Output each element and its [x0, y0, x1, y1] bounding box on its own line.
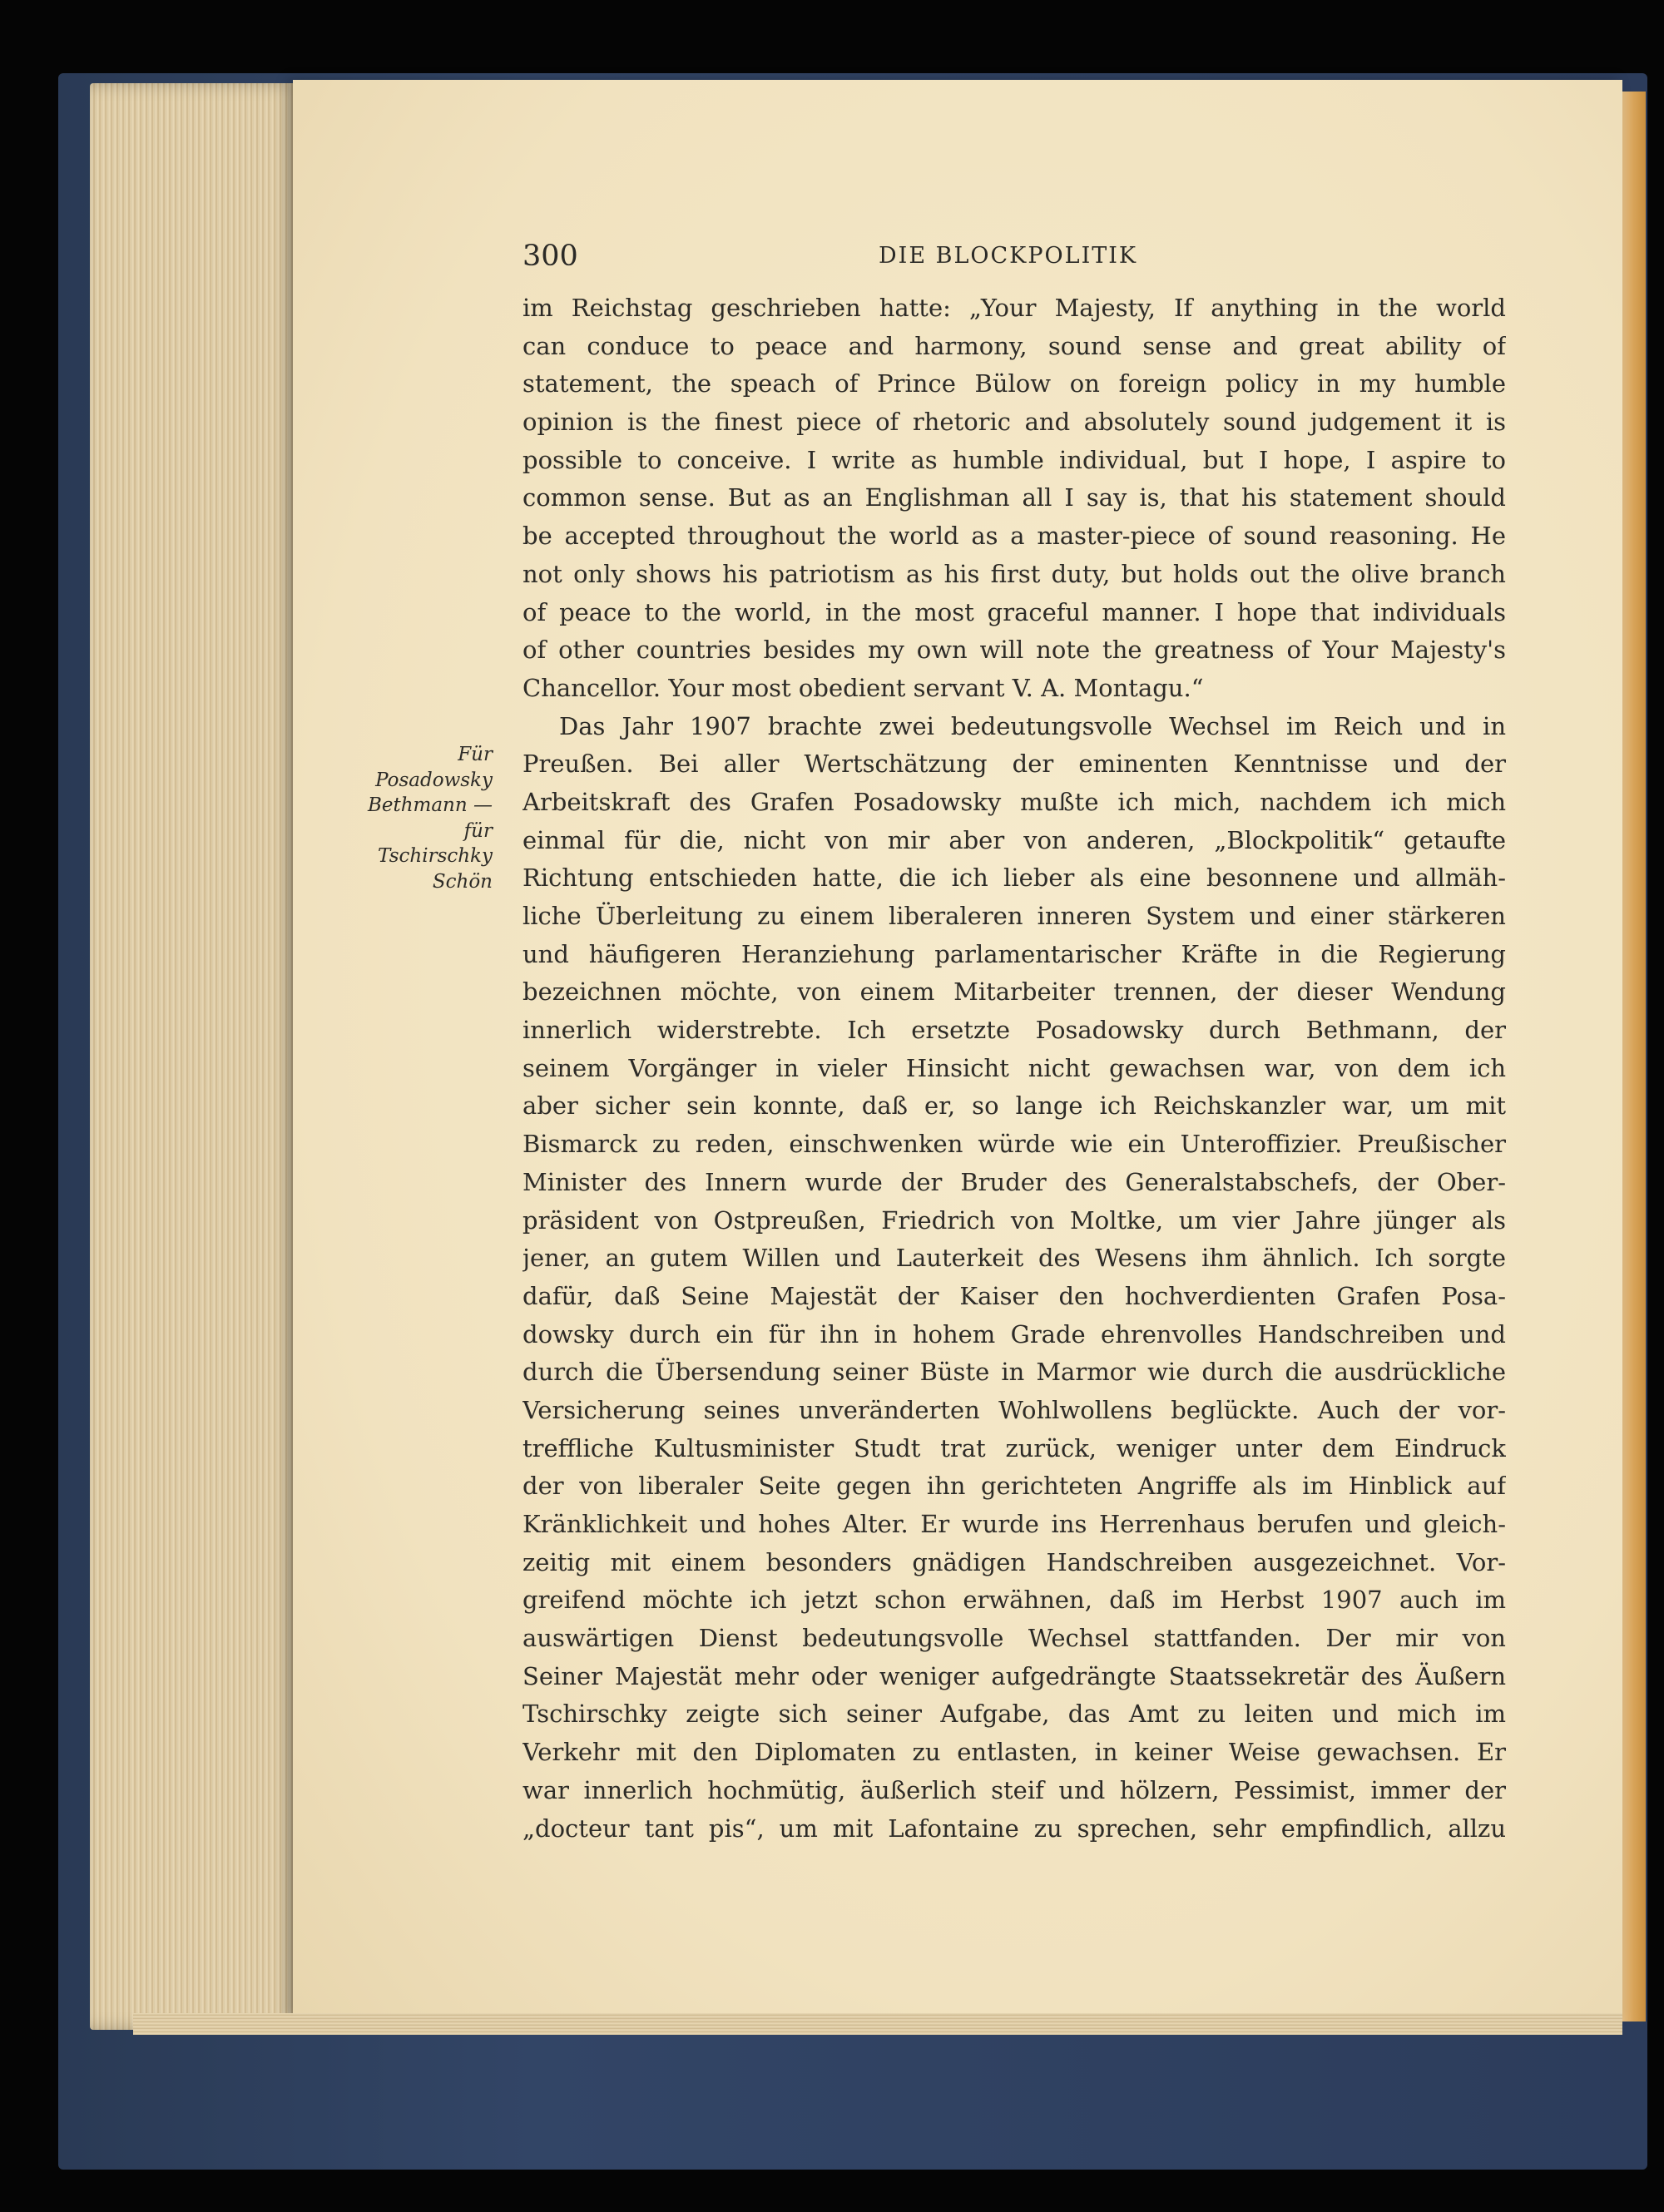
body-line: Verkehr mit den Diplomaten zu entlasten, in keiner Weise gewachsen. Er [522, 1738, 1506, 1767]
body-line: possible to conceive. I write as humble individual, but I hope, I aspire to [522, 445, 1506, 474]
body-line: seinem Vorgänger in vieler Hinsicht nicht gewachsen war, von dem ich [522, 1053, 1506, 1082]
body-line: auswärtigen Dienst bedeutungsvolle Wechsel stattfanden. Der mir von [522, 1624, 1506, 1653]
marginal-note [324, 742, 493, 895]
body-line: einmal für die, nicht von mir aber von anderen, „Blockpolitik“ getaufte [522, 825, 1506, 854]
body-line: präsident von Ostpreußen, Friedrich von Moltke, um vier Jahre jünger als [522, 1205, 1506, 1235]
marginal-note-line: Bethmann — [367, 794, 493, 817]
body-line: Chancellor. Your most obedient servant V. A. Montagu.“ [522, 673, 1204, 702]
marginal-note-line: für [463, 819, 493, 842]
body-line: opinion is the finest piece of rhetoric and absolutely sound judgement it is [522, 408, 1506, 437]
body-line: bezeichnen möchte, von einem Mitarbeiter trennen, der dieser Wendung [522, 977, 1506, 1007]
body-line: im Reichstag geschrieben hatte: „Your Majesty, If anything in the world [522, 294, 1506, 322]
body-line: der von liberaler Seite gegen ihn gerichteten Angriffe als im Hinblick auf [522, 1472, 1506, 1501]
body-line: statement, the speach of Prince Bülow on foreign policy in my humble [522, 369, 1506, 398]
marginal-note-line: Posadowsky [375, 769, 493, 791]
body-line: Tschirschky zeigte sich seiner Aufgabe, das Amt zu leiten und mich im [522, 1700, 1506, 1729]
body-line: zeitig mit einem besonders gnädigen Handschreiben ausgezeichnet. Vor- [522, 1547, 1506, 1576]
body-line: Preußen. Bei aller Wertschätzung der eminenten Kenntnisse und der [522, 750, 1506, 779]
page-bottom-edges [133, 2013, 1622, 2035]
body-line: Versicherung seines unveränderten Wohlwollens beglückte. Auch der vor- [522, 1395, 1506, 1424]
page-edges [90, 83, 300, 2030]
right-page-edge [1621, 92, 1646, 2021]
body-line: aber sicher sein konnte, daß er, so lange ich Reichskanzler war, um mit [522, 1091, 1506, 1121]
body-line: greifend möchte ich jetzt schon erwähnen, daß im Herbst 1907 auch im [522, 1586, 1506, 1615]
body-line: can conduce to peace and harmony, sound sense and great ability of [522, 331, 1506, 360]
body-line: liche Überleitung zu einem liberaleren inneren System und einer stärkeren [522, 902, 1506, 930]
body-line: of other countries besides my own will note the greatness of Your Majesty's [522, 636, 1506, 665]
body-line: Kränklichkeit und hohes Alter. Er wurde ins Herrenhaus berufen und gleich- [522, 1510, 1506, 1538]
body-line: dowsky durch ein für ihn in hohem Grade ehrenvolles Handschreiben und [522, 1319, 1506, 1348]
page-number: 300 [522, 240, 578, 273]
body-text [522, 289, 1506, 1848]
body-line: innerlich widerstrebte. Ich ersetzte Posadowsky durch Bethmann, der [522, 1016, 1506, 1045]
body-line: Bismarck zu reden, einschwenken würde wie ein Unteroffizier. Preußischer [522, 1130, 1506, 1159]
body-line: Das Jahr 1907 brachte zwei bedeutungsvolle Wechsel im Reich und in [559, 711, 1506, 740]
body-line: jener, an gutem Willen und Lauterkeit des Wesens ihm ähnlich. Ich sorgte [522, 1244, 1506, 1273]
body-line: common sense. But as an Englishman all I say is, that his statement should [522, 483, 1506, 512]
body-line: Minister des Innern wurde der Bruder des Generalstabschefs, der Ober- [522, 1167, 1506, 1196]
body-line: war innerlich hochmütig, äußerlich steif und hölzern, Pessimist, immer der [522, 1775, 1506, 1804]
body-line: und häufigeren Heranziehung parlamentarischer Kräfte in die Regierung [522, 939, 1506, 968]
body-line: Arbeitskraft des Grafen Posadowsky mußte ich mich, nachdem ich mich [522, 787, 1506, 816]
body-line: Seiner Majestät mehr oder weniger aufgedrängte Staatssekretär des Äußern [522, 1661, 1506, 1690]
body-line: treffliche Kultusminister Studt trat zurück, weniger unter dem Eindruck [522, 1433, 1506, 1462]
marginal-note-line: Tschirschky [378, 845, 493, 868]
page-header [522, 240, 1506, 276]
body-line: Richtung entschieden hatte, die ich lieber als eine besonnene und allmäh- [522, 864, 1506, 893]
body-line: dafür, daß Seine Majestät der Kaiser den hochverdienten Grafen Posa- [522, 1281, 1506, 1310]
body-line: durch die Übersendung seiner Büste in Marmor wie durch die ausdrückliche [522, 1358, 1506, 1387]
body-line: of peace to the world, in the most graceful manner. I hope that individuals [522, 597, 1506, 626]
marginal-note-line: Schön [432, 870, 493, 893]
body-line: „docteur tant pis“, um mit Lafontaine zu sprechen, sehr empfindlich, allzu [522, 1814, 1506, 1843]
body-line: not only shows his patriotism as his first duty, but holds out the olive branch [522, 559, 1506, 588]
marginal-note-line: Für [458, 744, 493, 765]
body-line: be accepted throughout the world as a master-piece of sound reasoning. He [522, 522, 1506, 551]
running-head: DIE BLOCKPOLITIK [879, 243, 1138, 269]
